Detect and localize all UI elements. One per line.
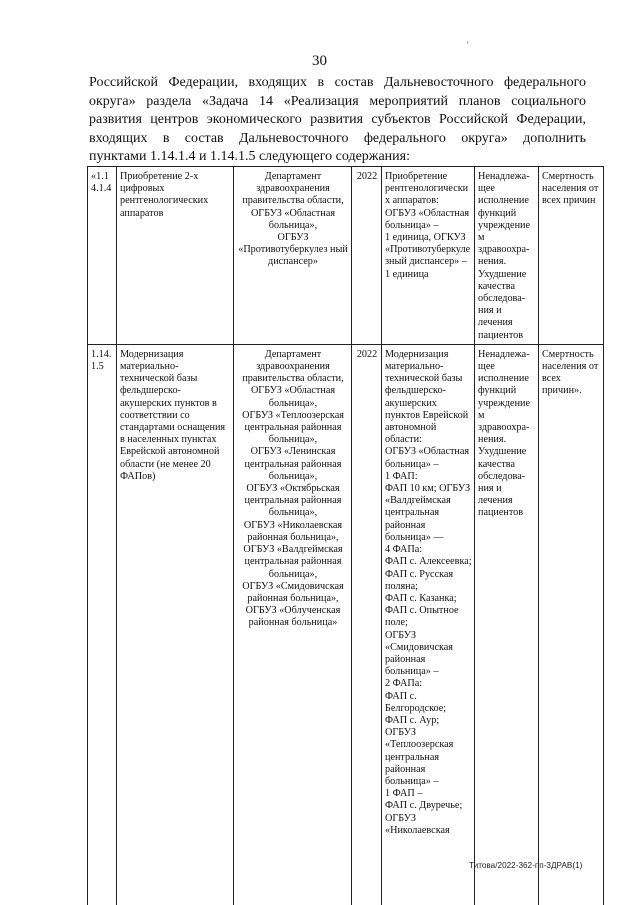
measures-table	[87, 166, 604, 905]
intro-line: развития центров экономического развития субъектов Российской Федерации,	[89, 112, 586, 128]
intro-paragraph	[89, 74, 586, 167]
action-cell: Модернизация материально-технической базы фельдшерско-акушерских пунктов в соответствии со стандартами оснащения в населенных пунктах Еврейской автономной области (не менее 20 ФАПов)	[117, 344, 234, 905]
result-cell: Модернизация материально-технической базы фельдшерско-акушерских пунктов Еврейской автономной области: ОГБУЗ «Областная больница» – 1 ФАП: ФАП 10 км; ОГБУЗ «Валдгеймская центральная районная больница» — 4 ФАПа: ФАП с. Алексеевка; ФАП с. Русская поляна; ФАП с. Казанка; ФАП с. Опытное поле; ОГБУЗ «Смидовичская районная больница» – 2 ФАПа: ФАП с. Белгородское; ФАП с. Аур; ОГБУЗ «Теплоозерская центральная районная больница» – 1 ФАП – ФАП с. Двуречье; ОГБУЗ «Николаевская	[382, 344, 475, 905]
page-number: 30	[312, 53, 327, 69]
indicator-cell: Смертность населения от всех причин».	[539, 344, 604, 905]
table-row	[88, 167, 604, 345]
responsible-cell: Департамент здравоохранения правительства области, ОГБУЗ «Областная больница», ОГБУЗ «Теплоозерская центральная районная больница», ОГБУЗ «Ленинская центральная районная больница», ОГБУЗ «Октябрьская центральная районная больница», ОГБУЗ «Николаевская районная больница», ОГБУЗ «Валдгеймская центральная районная больница», ОГБУЗ «Смидовичская районная больница», ОГБУЗ «Облученская районная больница»	[234, 344, 352, 905]
risk-cell: Ненадлежа- щее исполнение функций учреждением здравоохра- нения. Ухудшение качества обследова- ния и лечения пациентов	[475, 167, 539, 345]
intro-line: Российской Федерации, входящих в состав Дальневосточного федерального	[89, 75, 586, 90]
stray-mark: '	[467, 40, 469, 50]
year-cell: 2022	[352, 167, 382, 345]
indicator-cell: Смертность населения от всех причин	[539, 167, 604, 345]
year-cell: 2022	[352, 344, 382, 905]
action-cell: Приобретение 2-х цифровых рентгенологических аппаратов	[117, 167, 234, 345]
result-cell: Приобретение рентгенологически х аппаратов: ОГБУЗ «Областная больница» – 1 единица, ОГКУЗ «Противотуберкуле зный диспансер» – 1 единица	[382, 167, 475, 345]
document-footer-code: Титова/2022-362-пп-3ДРАВ(1)	[469, 861, 583, 870]
item-number-cell: 1.14. 1.5	[88, 344, 117, 905]
item-number-cell: «1.1 4.1.4	[88, 167, 117, 345]
intro-line: округа» раздела «Задача 14 «Реализация мероприятий планов социального	[89, 93, 586, 109]
intro-line: входящих в состав Дальневосточного федерального округа» дополнить	[89, 130, 586, 146]
intro-line: пунктами 1.14.1.4 и 1.14.1.5 следующего содержания:	[89, 149, 410, 165]
risk-cell: Ненадлежа- щее исполнение функций учреждением здравоохра- нения. Ухудшение качества обследова- ния и лечения пациентов	[475, 344, 539, 905]
responsible-cell: Департамент здравоохранения правительства области, ОГБУЗ «Областная больница», ОГБУЗ «Противотуберкулез ный диспансер»	[234, 167, 352, 345]
table-row	[88, 344, 604, 905]
